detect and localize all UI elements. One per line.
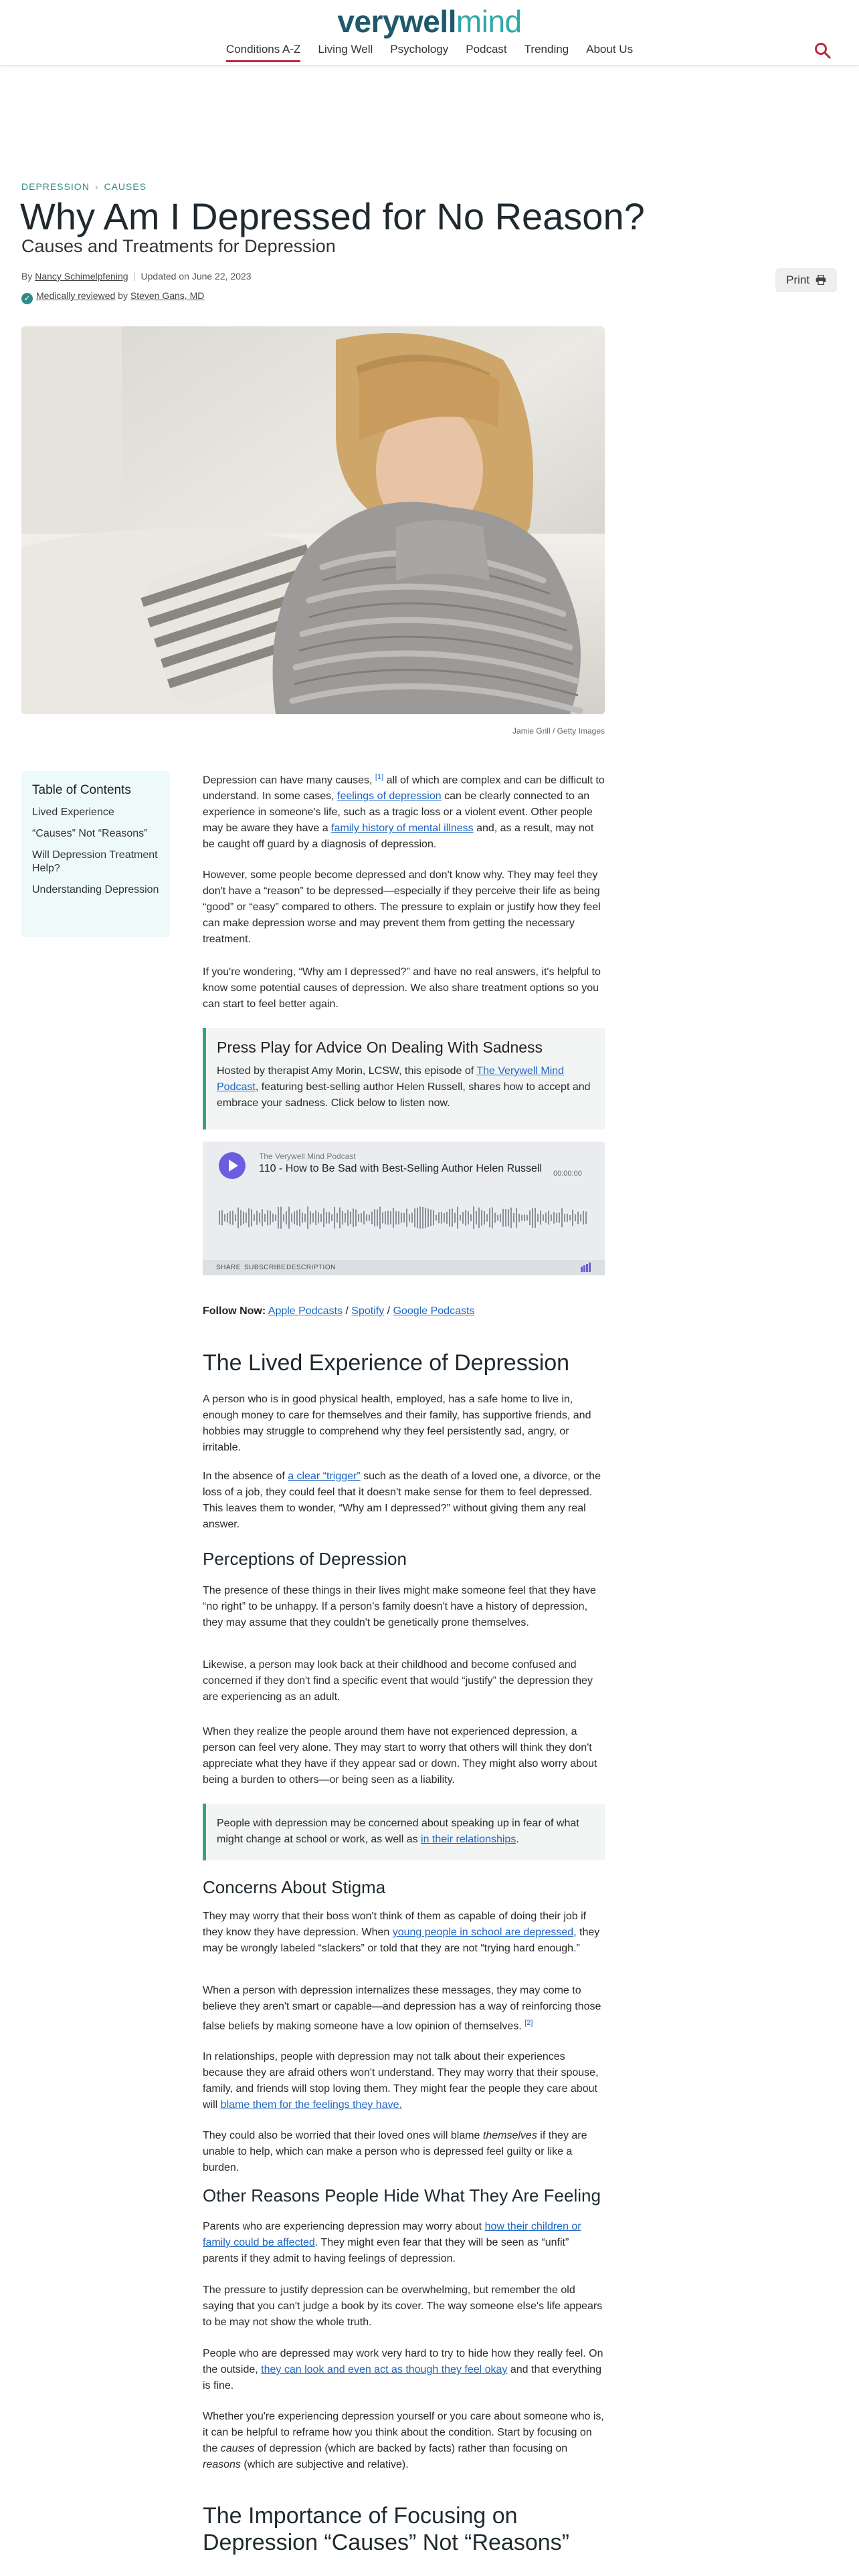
hide-heading: Other Reasons People Hide What They Are Feeling [203,2185,601,2206]
updated-date: Updated on June 22, 2023 [140,271,252,282]
waveform-bar [374,1209,375,1226]
intro-paragraph-1: Depression can have many causes, [1] all of which are complex and can be difficult to understand. In some cases, feelings of depression can be clearly connected to an experience in someone's life, such as a tragic loss or a violent event. Other people may be aware they have a family history of mental illness and, as a result, may not be caught off guard by a diagnosis of depression. [203,773,605,851]
waveform-bar [452,1208,453,1226]
waveform-bar [583,1211,584,1224]
waveform-bar [235,1214,236,1221]
lived-paragraph-2: In the absence of a clear “trigger” such as the death of a loved one, a divorce, or the loss of a job, they could feel that it doesn't make sense for them to feel depressed. This leaves them to wonder, “Why am I depressed?” without giving them any real answer. [203,1471,601,1530]
waveform-bar [275,1214,276,1220]
nav-item-podcast[interactable]: Podcast [466,43,507,56]
main-nav [0,43,859,62]
intro-paragraph-2: However, some people become depressed and don't know why. They may feel they don't have a “reason” to be depressed—especially if they perceive their life as being “good” or “easy” compared to others. The pressure to explain or justify how they feel can make depression worse and may prevent them from getting the necessary treatment. [203,869,601,945]
waveform-bar [545,1212,547,1222]
waveform-bar [516,1208,517,1228]
waveform-bar [283,1214,284,1221]
podcast-callout-heading: Press Play for Advice On Dealing With Sadness [217,1039,543,1056]
toc-title: Table of Contents [32,783,131,797]
waveform-bar [537,1214,539,1222]
hide-paragraph-3: People who are depressed may work very hard to try to hide how they really feel. On the outside, they can look and even act as though they feel okay and that everything is fine. [203,2348,603,2391]
waveform-bar [337,1213,338,1222]
waveform-bar [419,1206,421,1228]
waveform-bar [296,1210,298,1225]
author-link[interactable]: Nancy Schimelpfening [35,271,128,282]
waveform-bar [535,1208,536,1228]
subscribe-button[interactable]: SUBSCRIBE [244,1264,286,1271]
waveform-bar [577,1212,579,1224]
waveform-bar [264,1214,266,1222]
waveform-bar [369,1214,370,1220]
stigma-paragraph-2: When a person with depression internalizes these messages, they may come to believe they aren't smart or capable—and depression has a way of reinforcing those false beliefs by making someone have a low opinion of themselves. [2] [203,1985,601,2032]
waveform-bar [312,1213,314,1222]
medically-reviewed-link[interactable]: Medically reviewed [36,290,116,301]
waveform-bar [585,1212,587,1224]
waveform-bar [320,1214,322,1222]
waveform-bar [323,1208,324,1227]
waveform-bar [567,1214,568,1222]
citation-2[interactable]: [2] [524,2019,533,2027]
player-footer [203,1260,605,1275]
printer-icon [816,275,826,285]
waveform-bar [470,1214,472,1221]
waveform-bar [508,1209,509,1226]
lived-paragraph-1: A person who is in good physical health, employed, has a safe home to live in, enough money to care for themselves and their family, has supportive friends, and hobbies may struggle to comprehend why they feel persistently sad, angry, or irritable. [203,1394,591,1453]
reviewer-link[interactable]: Steven Gans, MD [130,290,205,301]
toc-item-understanding[interactable]: Understanding Depression [32,884,159,895]
waveform-bar [561,1208,563,1228]
waveform-bar [441,1212,442,1223]
waveform-bar [248,1208,250,1227]
waveform-bar [382,1212,383,1223]
waveform-bar [227,1213,228,1222]
stigma-paragraph-1: They may worry that their boss won't think of them as capable of doing their job if they know they have depression. When young people in school are depressed, they may be wrongly labeled “slackers” or told that they are not “trying hard enough.” [203,1911,600,1954]
lived-experience-heading: The Lived Experience of Depression [203,1350,570,1376]
link-look-okay[interactable]: they can look and even act as though they feel okay [261,2364,508,2375]
waveform-bar [371,1212,373,1224]
search-icon[interactable] [814,41,832,60]
waveform-bar [262,1209,263,1226]
waveform-bar [232,1210,233,1224]
link-feelings-of-depression[interactable]: feelings of depression [337,790,442,802]
waveform-bar [430,1210,432,1226]
waveform-bar [307,1206,308,1229]
waveform-bar [243,1212,244,1224]
waveform-bar [422,1207,423,1228]
waveform-bar [393,1208,394,1228]
play-icon[interactable] [219,1152,246,1179]
link-blame-them[interactable]: blame them for the feelings they have. [220,2099,402,2111]
podcast-callout-text: Hosted by therapist Amy Morin, LCSW, this episode of The Verywell Mind Podcast, featuring best-selling author Helen Russell, shares how to accept and embrace your sadness. Click below to listen now. [217,1065,591,1109]
waveform-bar [361,1213,362,1222]
waveform-bar [436,1215,437,1221]
waveform-bar [302,1212,303,1222]
waveform-bar [379,1207,381,1229]
link-children-family[interactable]: how their children or family could be affected [203,2221,581,2248]
importance-heading: The Importance of Focusing on Depression “Causes” Not “Reasons” [203,2503,569,2555]
waveform-bar [280,1206,282,1228]
image-credit: Jamie Grill / Getty Images [512,726,605,736]
waveform-bar [328,1212,330,1223]
waveform-bar [540,1211,541,1225]
waveform-bar [288,1207,290,1229]
waveform-bar [548,1211,549,1225]
waveform-bar [489,1208,490,1228]
waveform-bar [497,1215,498,1221]
waveform-bar [427,1208,429,1226]
page-subtitle: Causes and Treatments for Depression [21,236,336,256]
toc-item-treatment[interactable]: Will Depression Treatment Help? [32,849,158,874]
note-text: People with depression may be concerned about speaking up in fear of what might change at school or work, as well as in their relationships. [217,1818,579,1845]
waveform-bar [272,1214,274,1222]
nav-item-about-us[interactable]: About Us [586,43,634,56]
waveform-bar [403,1213,405,1222]
waveform-bar [460,1215,461,1220]
hide-paragraph-1: Parents who are experiencing depression may worry about how their children or family could be affected. They might even fear that they will be seen as “unfit” parents if they admit to having feelings of depression. [203,2221,581,2264]
waveform-bar [326,1212,327,1223]
note-callout [203,1804,605,1860]
site-header [0,0,859,66]
waveform-bar [478,1208,480,1228]
stigma-paragraph-3: In relationships, people with depression may not talk about their experiences because they are afraid others won't understand. They may worry that their spouse, family, and friends will stop loving them. They might fear the people they care about will blame them for the feelings they have. [203,2051,599,2111]
waveform-bar [527,1215,528,1221]
breadcrumb-depression[interactable]: DEPRESSION [21,181,90,192]
waveform-bar [505,1209,506,1226]
waveform-bar [524,1214,525,1221]
google-podcasts-link[interactable]: Google Podcasts [393,1305,475,1317]
waveform-bar [572,1210,573,1226]
toc-item-lived-experience[interactable]: Lived Experience [32,807,114,818]
perceptions-paragraph-1: The presence of these things in their lives might make someone feel that they have “no right” to be unhappy. If a person's family doesn't have a history of depression, they may assume that they couldn't be genetically prone themselves. [203,1585,596,1628]
waveform-bar [476,1211,477,1224]
waveform-bar [409,1214,410,1221]
waveform-bar [521,1215,522,1221]
waveform-bar [377,1210,378,1226]
waveform-bar [259,1213,260,1222]
waveform-bar [339,1208,341,1228]
waveform-bar [318,1212,319,1224]
podcast-link[interactable]: The Verywell Mind Podcast [217,1065,565,1093]
waveform-bar [486,1214,488,1221]
waveform-bar [401,1213,402,1223]
waveform-bar [224,1214,225,1221]
waveform-bar [304,1214,306,1222]
waveform-bar [417,1208,418,1228]
perceptions-paragraph-3: When they realize the people around them have not experienced depression, a person can feel very alone. They may start to worry that others will think they don't appreciate what they have if they appear sad or down. They might also worry about being a burden to others—or being seen as a liability. [203,1726,597,1786]
perceptions-paragraph-2: Likewise, a person may look back at their childhood and become confused and concerned if they don't find a specific event that would “justify” the depression they are experiencing as an adult. [203,1659,593,1703]
waveform-bar [256,1211,258,1225]
waveform-bar [395,1211,397,1224]
volume-icon[interactable] [581,1263,591,1272]
waveform-bar [492,1207,493,1228]
waveform-bar [444,1213,445,1222]
waveform-bar [237,1208,239,1228]
waveform-bar [484,1211,485,1224]
waveform-bar [267,1210,268,1226]
link-clear-trigger[interactable]: a clear “trigger” [288,1471,361,1482]
waveform-bar [494,1213,496,1223]
waveform-bar [532,1208,533,1228]
nav-item-trending[interactable]: Trending [524,43,569,56]
nav-item-living-well[interactable]: Living Well [318,43,373,56]
waveform-bar [310,1211,311,1224]
waveform-bar [559,1212,560,1223]
waveform-bar [529,1210,531,1225]
waveform-bar [502,1209,504,1226]
byline: By Nancy Schimelpfening Updated on June 22, 2023 [21,271,252,282]
waveform-bar [366,1214,367,1221]
apple-podcasts-link[interactable]: Apple Podcasts [268,1305,343,1317]
waveform-bar [299,1209,300,1226]
breadcrumb-causes[interactable]: CAUSES [104,181,147,192]
waveform-bar [411,1212,413,1222]
podcast-callout [203,1028,605,1130]
follow-now: Follow Now: Apple Podcasts / Spotify / Google Podcasts [203,1305,475,1317]
waveform-bar [254,1214,255,1221]
waveform-bar [229,1211,231,1224]
waveform-bar [221,1210,223,1226]
waveform-bar [510,1208,512,1228]
intro-paragraph-3: If you're wondering, “Why am I depressed?” and have no real answers, it's helpful to know some potential causes of depression. We also share treatment options so you can start to feel better again. [203,966,601,1010]
waveform-bar [385,1211,386,1224]
waveform-bar [425,1208,426,1228]
share-button[interactable]: SHARE [216,1264,241,1271]
waveform-bar [286,1211,287,1224]
waveform-bar [481,1210,482,1225]
checkmark-icon: ✓ [21,293,33,304]
waveform-bar [513,1213,514,1222]
waveform-bar [414,1208,415,1227]
waveform-bar [449,1209,450,1226]
waveform-bar [355,1210,357,1226]
hero-image [21,326,605,714]
waveform-bar [457,1207,458,1229]
page-title: Why Am I Depressed for No Reason? [20,195,645,237]
site-logo[interactable]: verywellmind [337,4,522,39]
waveform-bar [347,1210,349,1226]
citation-1[interactable]: [1] [375,773,384,781]
description-button[interactable]: DESCRIPTION [286,1264,336,1271]
waveform-bar [291,1214,292,1222]
waveform-bar [315,1210,316,1225]
waveform-bar [575,1214,576,1221]
waveform-bar [390,1211,391,1224]
waveform-bar [564,1214,565,1222]
waveform-bar [580,1214,581,1222]
link-family-history[interactable]: family history of mental illness [331,823,474,835]
waveform-bar [342,1211,343,1224]
waveform-scrubber[interactable] [219,1206,589,1230]
waveform-bar [246,1212,247,1222]
player-time: 00:00:00 [553,1170,582,1178]
stigma-paragraph-4: They could also be worried that their loved ones will blame themselves if they are unable to help, which can make a person who is depressed feel guilty or like a burden. [203,2130,587,2173]
waveform-bar [270,1211,271,1225]
table-of-contents [21,771,170,937]
hide-paragraph-2: The pressure to justify depression can be overwhelming, but remember the old saying that you can't judge a book by its cover. The way someone else's life appears to be may not show the whole truth. [203,2284,603,2328]
toc-item-causes[interactable]: “Causes” Not “Reasons” [32,828,148,839]
waveform-bar [363,1211,365,1224]
waveform-bar [569,1215,571,1220]
waveform-bar [543,1214,544,1220]
hide-paragraph-4: Whether you're experiencing depression yourself or you care about someone who is, it can be helpful to reframe how you think about the condition. Start by focusing on the causes of depression (which are backed by facts) rather than focusing on reasons (which are subjective and relative). [203,2411,604,2470]
waveform-bar [468,1211,469,1224]
nav-item-conditions[interactable]: Conditions A-Z [226,43,301,62]
waveform-bar [331,1214,332,1221]
player-episode-title: 110 - How to Be Sad with Best-Selling Author Helen Russell [259,1163,543,1174]
link-young-people[interactable]: young people in school are depressed [392,1927,574,1938]
breadcrumb [21,181,147,192]
print-button[interactable]: Print [775,268,837,292]
waveform-bar [398,1211,399,1224]
waveform-bar [345,1213,346,1222]
waveform-bar [454,1213,456,1223]
waveform-bar [334,1207,335,1228]
waveform-bar [219,1211,220,1225]
waveform-bar [438,1212,440,1223]
waveform-bar [551,1214,552,1221]
waveform-bar [294,1212,295,1224]
waveform-bar [350,1212,351,1224]
waveform-bar [500,1214,501,1222]
waveform-bar [278,1207,279,1228]
spotify-link[interactable]: Spotify [351,1305,385,1317]
nav-item-psychology[interactable]: Psychology [390,43,449,56]
waveform-bar [433,1210,434,1225]
waveform-bar [473,1206,474,1229]
medical-review: ✓ Medically reviewed by Steven Gans, MD [21,290,204,304]
waveform-bar [387,1211,389,1225]
waveform-bar [251,1209,252,1226]
waveform-bar [556,1213,557,1222]
waveform-bar [406,1208,407,1226]
waveform-bar [462,1212,464,1223]
chevron-right-icon: › [94,181,99,192]
stigma-heading: Concerns About Stigma [203,1877,386,1897]
waveform-bar [446,1212,448,1224]
waveform-bar [465,1210,466,1225]
waveform-bar [358,1214,359,1222]
player-podcast-name: The Verywell Mind Podcast [259,1152,356,1161]
waveform-bar [518,1214,520,1222]
intro-section [203,769,605,853]
perceptions-heading: Perceptions of Depression [203,1549,407,1569]
waveform-bar [353,1208,354,1227]
waveform-bar [553,1212,555,1223]
link-relationships[interactable]: in their relationships [421,1834,516,1845]
waveform-bar [240,1210,242,1225]
podcast-player [203,1142,605,1275]
